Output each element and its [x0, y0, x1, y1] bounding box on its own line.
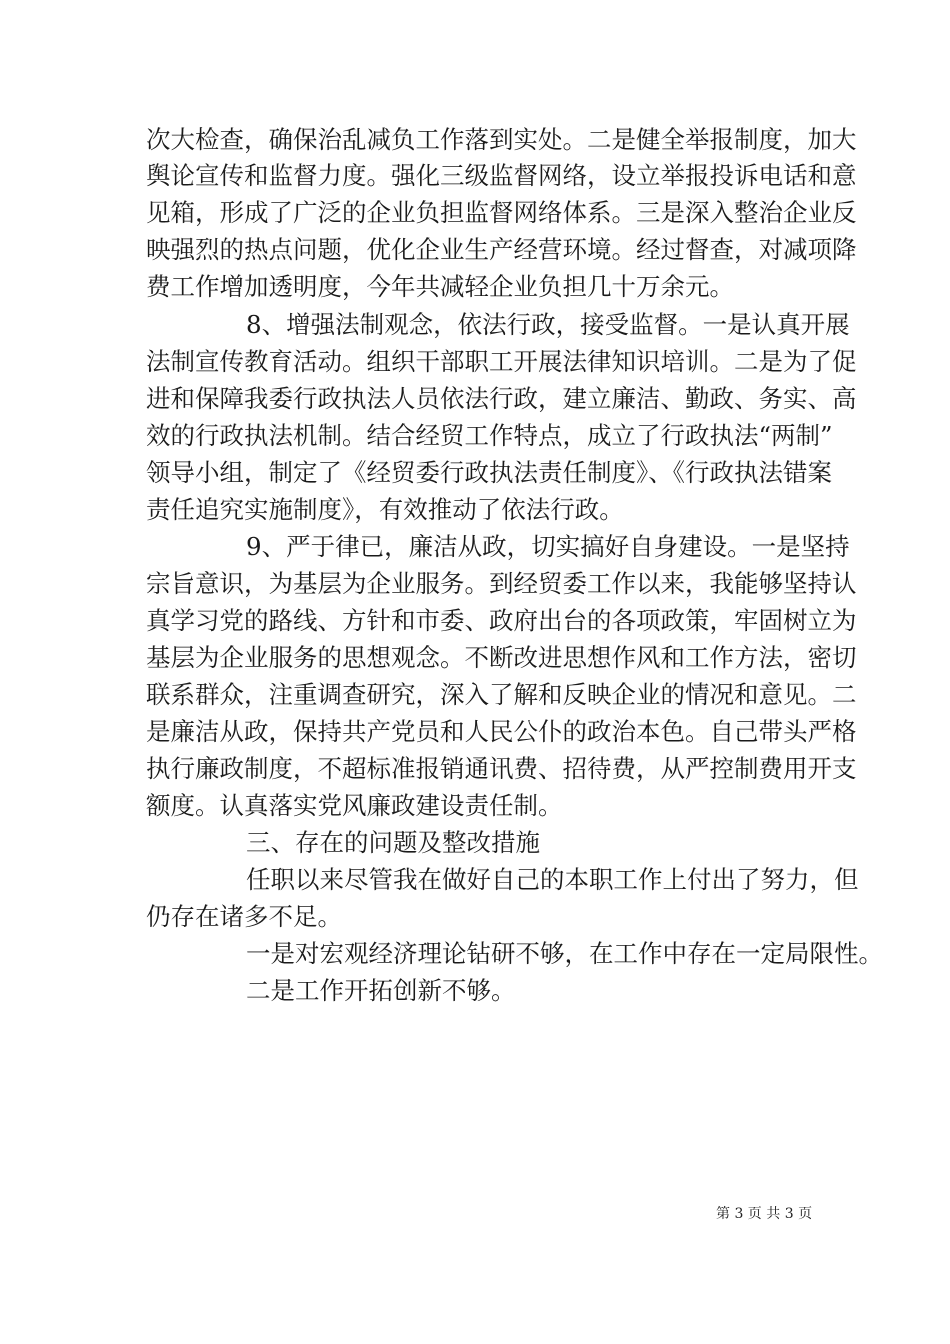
text-line: 领导小组，制定了《经贸委行政执法责任制度》、《行政执法错案 [146, 458, 832, 487]
text-line: 9、严于律已，廉洁从政，切实搞好自身建设。一是坚持 [246, 532, 850, 561]
text-line: 责任追究实施制度》，有效推动了依法行政。 [146, 495, 624, 524]
text-line: 仍存在诸多不足。 [146, 902, 342, 931]
text-line: 进和保障我委行政执法人员依法行政，建立廉洁、勤政、务实、高 [146, 384, 857, 413]
text-line: 一是对宏观经济理论钻研不够，在工作中存在一定局限性。 [246, 939, 883, 968]
text-line: 额度。认真落实党风廉政建设责任制。 [146, 791, 563, 820]
text-line: 是廉洁从政，保持共产党员和人民公仆的政治本色。自己带头严格 [146, 717, 857, 746]
text-line: 映强烈的热点问题，优化企业生产经营环境。经过督查，对减项降 [146, 235, 857, 264]
text-line: 8、增强法制观念，依法行政，接受监督。一是认真开展 [246, 310, 850, 339]
text-line: 基层为企业服务的思想观念。不断改进思想作风和工作方法，密切 [146, 643, 857, 672]
text-line: 法制宣传教育活动。组织干部职工开展法律知识培训。二是为了促 [146, 347, 857, 376]
section-heading: 三、存在的问题及整改措施 [246, 828, 540, 857]
text-line: 费工作增加透明度，今年共减轻企业负担几十万余元。 [146, 272, 734, 301]
text-line: 宗旨意识，为基层为企业服务。到经贸委工作以来，我能够坚持认 [146, 569, 857, 598]
text-line: 二是工作开拓创新不够。 [246, 976, 516, 1005]
text-line: 执行廉政制度，不超标准报销通讯费、招待费，从严控制费用开支 [146, 754, 857, 783]
text-line: 舆论宣传和监督力度。强化三级监督网络，设立举报投诉电话和意 [146, 161, 857, 190]
text-line: 见箱，形成了广泛的企业负担监督网络体系。三是深入整治企业反 [146, 198, 857, 227]
text-line: 真学习党的路线、方针和市委、政府出台的各项政策，牢固树立为 [146, 606, 857, 635]
text-line: 效的行政执法机制。结合经贸工作特点，成立了行政执法“两制” [146, 421, 833, 450]
text-line: 联系群众，注重调查研究，深入了解和反映企业的情况和意见。二 [146, 680, 857, 709]
text-line: 任职以来尽管我在做好自己的本职工作上付出了努力，但 [246, 865, 859, 894]
page-number: 第 3 页 共 3 页 [716, 1206, 813, 1222]
text-line: 次大检查，确保治乱减负工作落到实处。二是健全举报制度，加大 [146, 125, 857, 154]
